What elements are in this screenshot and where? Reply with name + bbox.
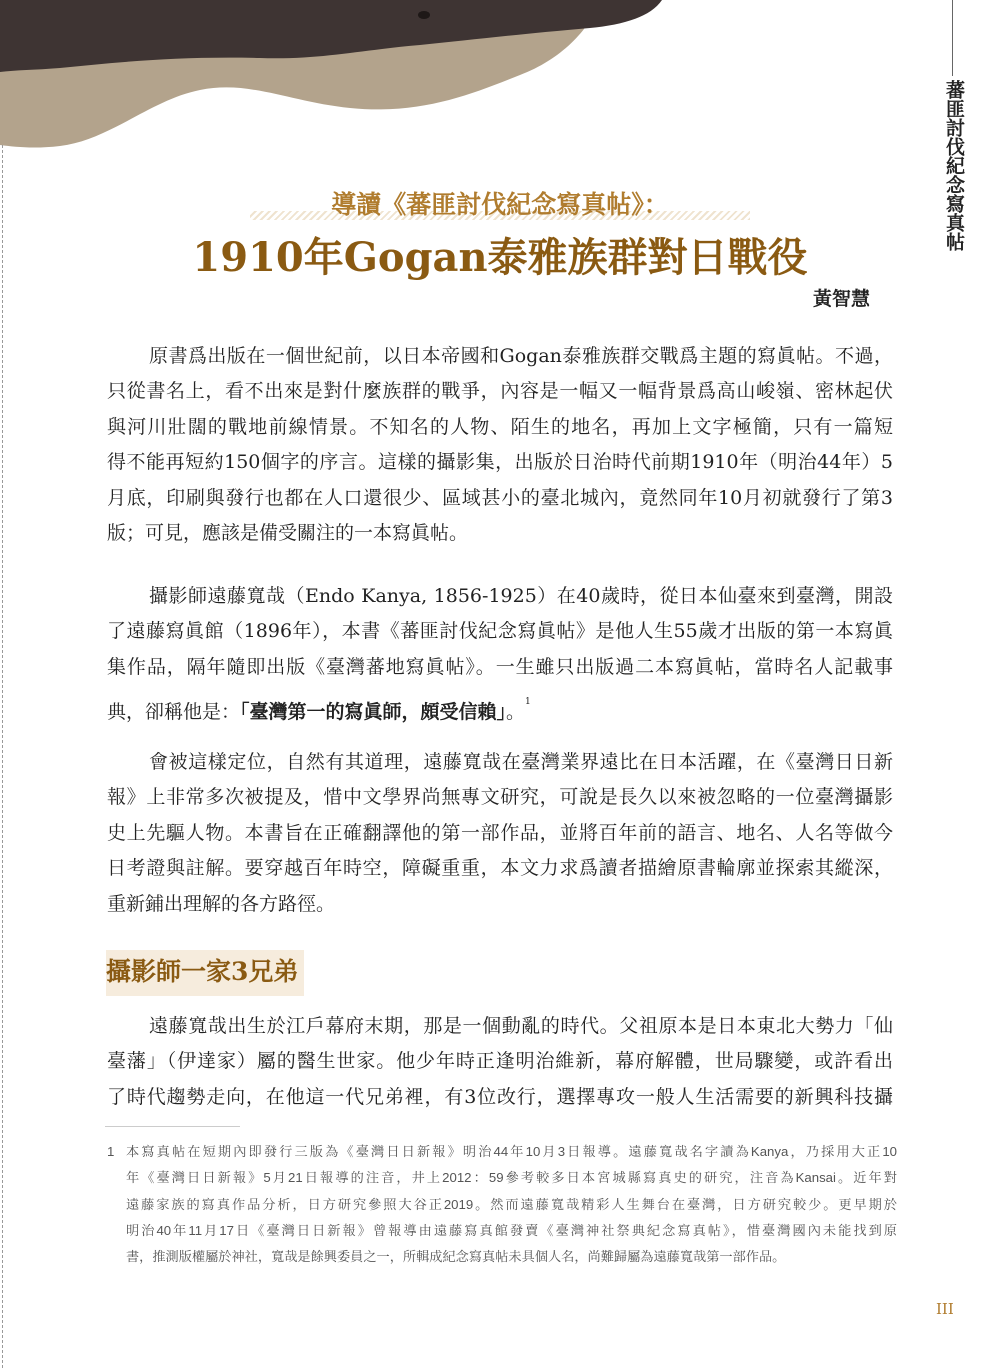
footnote-body xyxy=(126,1139,897,1270)
footnote-divider xyxy=(105,1126,240,1127)
text-line: 了遠藤寫眞館（1896年），本書《蕃匪討伐紀念寫眞帖》是他人生55歲才出版的第一本寫眞 xyxy=(107,620,893,643)
paragraph-2 xyxy=(107,579,893,724)
text-line: 會被這樣定位，自然有其道理，遠藤寬哉在臺灣業界遠比在日本活躍，在《臺灣日日新 xyxy=(149,751,893,773)
text-line: 集作品，隔年隨即出版《臺灣蕃地寫眞帖》。一生雖只出版過二本寫眞帖，當時名人記載事 xyxy=(107,655,893,678)
footnote-line: 明治40年11月17日《臺灣日日新報》曾報導由遠藤寫真館發賣《臺灣神社祭典紀念寫真帖》，惜臺灣國內未能找到原 xyxy=(126,1222,897,1238)
text-segment: 。 xyxy=(506,701,526,724)
footnote-reference[interactable]: 1 xyxy=(525,697,531,708)
bold-quote: 「臺灣第一的寫眞師，頗受信賴」 xyxy=(240,701,507,724)
paragraph-1 xyxy=(107,339,893,551)
decorative-ink-wave xyxy=(0,0,680,150)
article-title: 1910年Gogan泰雅族群對日戰役 xyxy=(192,234,808,281)
text-line: 版；可見，應該是備受關注的一本寫眞帖。 xyxy=(107,521,469,544)
text-line: 得不能再短約150個字的序言。這樣的攝影集，出版於日治時代前期1910年（明治44年）5 xyxy=(107,451,893,474)
running-title: 蕃匪討伐紀念寫真帖 xyxy=(943,80,965,251)
text-line: 重新鋪出理解的各方路徑。 xyxy=(107,892,336,915)
text-line: 與河川壯闊的戰地前線情景。不知名的人物、陌生的地名，再加上文字極簡，只有一篇短 xyxy=(107,415,893,438)
footnote-number: 1 xyxy=(107,1144,115,1159)
section-heading: 攝影師一家3兄弟 xyxy=(106,950,304,996)
footnote-line: 遠藤家族的寫真作品分析，日方研究參照大谷正2019。然而遠藤寬哉精彩人生舞台在臺灣，日方研究較少。更早期於 xyxy=(126,1196,897,1212)
paragraph-3 xyxy=(107,745,893,922)
footnote xyxy=(107,1139,897,1270)
page-number: III xyxy=(936,1300,954,1318)
text-segment: 典，卻稱他是： xyxy=(107,701,241,724)
text-line: 了時代趨勢走向，在他這一代兄弟裡，有3位改行，選擇專攻一般人生活需要的新興科技攝 xyxy=(107,1085,893,1108)
footnote-line: 年《臺灣日日新報》5月21日報導的注音，井上2012：59參考較多日本宮城縣寫真史的研究，注音為Kansai。近年對 xyxy=(126,1170,897,1186)
text-line: 原書爲出版在一個世紀前，以日本帝國和Gogan泰雅族群交戰爲主題的寫眞帖。不過， xyxy=(149,345,893,367)
text-line: 遠藤寬哉出生於江戶幕府末期，那是一個動亂的時代。父祖原本是日本東北大勢力「仙 xyxy=(149,1015,893,1037)
text-line: 史上先驅人物。本書旨在正確翻譯他的第一部作品，並將百年前的語言、地名、人名等做今 xyxy=(107,821,893,844)
paragraph-4 xyxy=(107,1009,893,1115)
article-subtitle: 導讀《蕃匪討伐紀念寫真帖》： xyxy=(250,185,750,221)
text-line: 只從書名上，看不出來是對什麼族群的戰爭，內容是一幅又一幅背景爲高山峻嶺、密林起伏 xyxy=(107,380,893,403)
text-line: 日考證與註解。要穿越百年時空，障礙重重，本文力求爲讀者描繪原書輪廓並探索其縱深， xyxy=(107,857,893,880)
footnote-line: 書，推測版權屬於神社，寬哉是餘興委員之一，所輯成紀念寫真帖未具個人名，尚難歸屬為遠藤寬哉第一部作品。 xyxy=(126,1249,786,1265)
author-name: 黃智慧 xyxy=(812,288,870,310)
text-line: 月底，印刷與發行也都在人口還很少、區域甚小的臺北城內，竟然同年10月初就發行了第3 xyxy=(107,486,893,509)
text-line xyxy=(107,685,893,724)
running-title-rule xyxy=(952,0,953,76)
text-line: 臺藩」（伊達家）屬的醫生世家。他少年時正逢明治維新，幕府解體，世局驟變，或許看出 xyxy=(107,1050,893,1073)
footnote-line: 本寫真帖在短期內即發行三版為《臺灣日日新報》明治44年10月3日報導。遠藤寬哉名字讀為Kanya，乃採用大正10 xyxy=(126,1144,897,1159)
page-edge-dashed-line xyxy=(2,145,3,1368)
text-line: 報》上非常多次被提及，惜中文學界尚無專文研究，可說是長久以來被忽略的一位臺灣攝影 xyxy=(107,786,893,809)
text-line: 攝影師遠藤寬哉（Endo Kanya, 1856-1925）在40歲時，從日本仙臺來到臺灣，開設 xyxy=(149,585,893,607)
